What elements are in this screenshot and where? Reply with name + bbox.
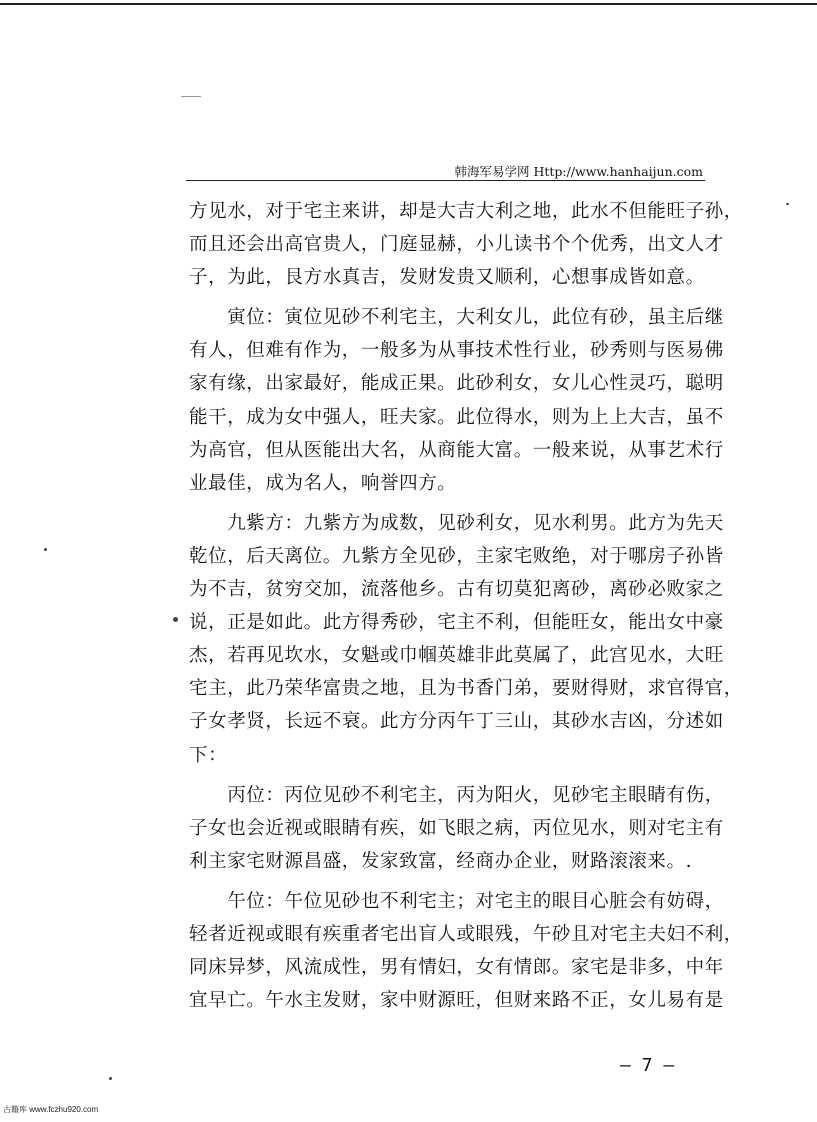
text-line: 宜早亡。午水主发财，家中财源旺，但财来路不正，女儿易有是 xyxy=(189,990,724,1012)
scan-speck xyxy=(786,203,789,205)
text-line: 寅位：寅位见砂不利宅主，大利女儿，此位有砂，虽主后继 xyxy=(189,307,724,329)
paragraph xyxy=(189,885,743,1017)
running-header: 韩海军易学网 Http://www.hanhaijun.com xyxy=(454,164,703,179)
top-border-line xyxy=(0,3,817,5)
paragraph xyxy=(189,195,743,294)
footer-watermark: 古籍库 www.fczhu920.com xyxy=(3,1105,99,1114)
text-line: 方见水，对于宅主来讲，却是大吉大利之地，此水不但能旺子孙， xyxy=(189,201,743,222)
page-number: — 7 — xyxy=(620,1055,675,1076)
text-line: 说，正是如此。此方得秀砂，宅主不利，但能旺女，能出女中豪 xyxy=(189,612,724,634)
text-line: 为不吉，贫穷交加，流落他乡。古有切莫犯离砂，离砂必败家之 xyxy=(189,579,724,601)
text-line: 宅主，此乃荣华富贵之地，且为书香门弟，要财得财，求官得官， xyxy=(189,678,743,700)
scan-speck xyxy=(181,96,201,97)
text-line: 业最佳，成为名人，响誉四方。 xyxy=(189,472,457,494)
text-line: 同床异梦，风流成性，男有情妇，女有情郎。家宅是非多，中年 xyxy=(189,957,724,979)
body-text xyxy=(189,195,743,1017)
text-line: 杰，若再见坎水，女魁或巾帼英雄非此莫属了，此宫见水，大旺 xyxy=(189,645,724,667)
text-line: 子女孝贤，长远不衰。此方分丙午丁三山，其砂水吉凶，分述如 xyxy=(189,711,724,733)
paragraph xyxy=(189,779,724,878)
text-line: 有人，但难有作为，一般多为从事技术性行业，砂秀则与医易佛 xyxy=(189,340,724,362)
text-line: 子女也会近视或眼睛有疾，如飞眼之病，丙位见水，则对宅主有 xyxy=(189,817,724,839)
text-line: 子，为此，艮方水真吉，发财发贵又顺利，心想事成皆如意。 xyxy=(189,267,705,289)
text-line: 下： xyxy=(189,744,228,766)
text-line: 乾位，后天离位。九紫方全见砂，主家宅败绝，对于哪房子孙皆 xyxy=(189,545,724,567)
text-line: 家有缘，出家最好，能成正果。此砂利女，女儿心性灵巧，聪明 xyxy=(189,373,724,395)
text-line: 九紫方：九紫方为成数，见砂利女，见水利男。此方为先天 xyxy=(189,512,724,534)
text-line: 轻者近视或眼有疾重者宅出盲人或眼残，午砂且对宅主夫妇不利， xyxy=(189,923,743,945)
scan-speck xyxy=(173,617,178,622)
scan-speck xyxy=(109,1077,112,1080)
paragraph xyxy=(189,507,743,772)
scan-speck xyxy=(44,548,47,551)
text-line: 丙位：丙位见砂不利宅主，丙为阳火，见砂宅主眼睛有伤， xyxy=(189,784,724,806)
text-line: 利主家宅财源昌盛，发家致富，经商办企业，财路滚滚来。. xyxy=(189,850,693,872)
text-line: 能干，成为女中强人，旺夫家。此位得水，则为上上大吉，虽不 xyxy=(189,406,724,428)
paragraph xyxy=(189,301,724,500)
text-line: 午位：午位见砂也不利宅主；对宅主的眼目心脏会有妨碍， xyxy=(189,890,724,912)
header-rule xyxy=(186,180,705,181)
text-line: 而且还会出高官贵人，门庭显赫，小儿读书个个优秀，出文人才 xyxy=(189,234,724,256)
text-line: 为高官，但从医能出大名，从商能大富。一般来说，从事艺术行 xyxy=(189,439,724,461)
